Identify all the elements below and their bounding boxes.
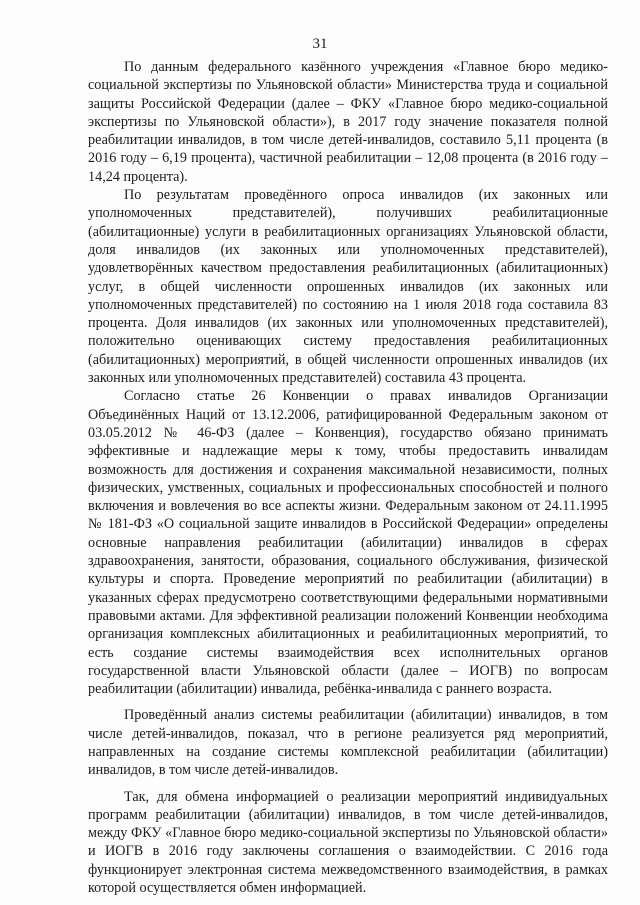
paragraph-analysis: Проведённый анализ системы реабилитации (абилитации) инвалидов, в том числе детей-инвалидов, показал, что в регионе реализуется ряд мероприятий, направленных на создание системы комплексной реабилитации (абилитации) инвалидов, в том числе детей-инвалидов.	[88, 707, 608, 779]
document-body	[88, 58, 608, 897]
page-number: 31	[312, 36, 328, 52]
paragraph-information-exchange: Так, для обмена информацией о реализации мероприятий индивидуальных программ реабилитации (абилитации) инвалидов, в том числе детей-инвалидов, между ФКУ «Главное бюро медико-социальной экспертизы по Ульяновской области» и ИОГВ в 2016 году заключены соглашения о взаимодействии. С 2016 года функционирует электронная система межведомственного взаимодействия, в рамках которой осуществляется обмен информацией.	[88, 788, 608, 897]
paragraph-rehabilitation-stats: По данным федерального казённого учреждения «Главное бюро медико-социальной экспертизы по Ульяновской области» Министерства труда и социальной защиты Российской Федерации (далее – ФКУ «Главное бюро медико-социальной экспертизы по Ульяновской области»), в 2017 году значение показателя полной реабилитации инвалидов, в том числе детей-инвалидов, составило 5,11 процента (в 2016 году – 6,19 процента), частичной реабилитации – 12,08 процента (в 2016 году – 14,24 процента).	[88, 59, 608, 185]
paragraph-survey-results: По результатам проведённого опроса инвалидов (их законных или уполномоченных представителей), получивших реабилитационные (абилитационные) услуги в реабилитационных организациях Ульяновской области, доля инвалидов (их законных или уполномоченных представителей), удовлетворённых качеством предоставления реабилитационных (абилитационных) услуг, в общей численности опрошенных инвалидов (их законных или уполномоченных представителей) по состоянию на 1 июля 2018 года составила 83 процента. Доля инвалидов (их законных или уполномоченных представителей), положительно оценивающих систему предоставления реабилитационных (абилитационных) мероприятий, в общей численности опрошенных инвалидов (их законных или уполномоченных представителей) составила 43 процента.	[88, 187, 608, 387]
paragraph-convention: Согласно статье 26 Конвенции о правах инвалидов Организации Объединённых Наций от 13.12.2006, ратифицированной Федеральным законом от 03.05.2012 № 46-ФЗ (далее – Конвенция), государство обязано принимать эффективные и надлежащие меры к тому, чтобы предоставить инвалидам возможность для достижения и сохранения максимальной независимости, полных физических, умственных, социальных и профессиональных способностей и полного включения и вовлечения во все аспекты жизни. Федеральным законом от 24.11.1995 № 181-ФЗ «О социальной защите инвалидов в Российской Федерации» определены основные направления реабилитации (абилитации) инвалидов в сферах здравоохранения, занятости, образования, социального обслуживания, физической культуры и спорта. Проведение мероприятий по реабилитации (абилитации) в указанных сферах предусмотрено соответствующими федеральными нормативными правовыми актами. Для эффективной реализации положений Конвенции необходима организация комплексных абилитационных и реабилитационных мероприятий, то есть создание системы взаимодействия всех исполнительных органов государственной власти Ульяновской области (далее – ИОГВ) по вопросам реабилитации (абилитации) инвалида, ребёнка-инвалида с раннего возраста.	[88, 388, 608, 698]
